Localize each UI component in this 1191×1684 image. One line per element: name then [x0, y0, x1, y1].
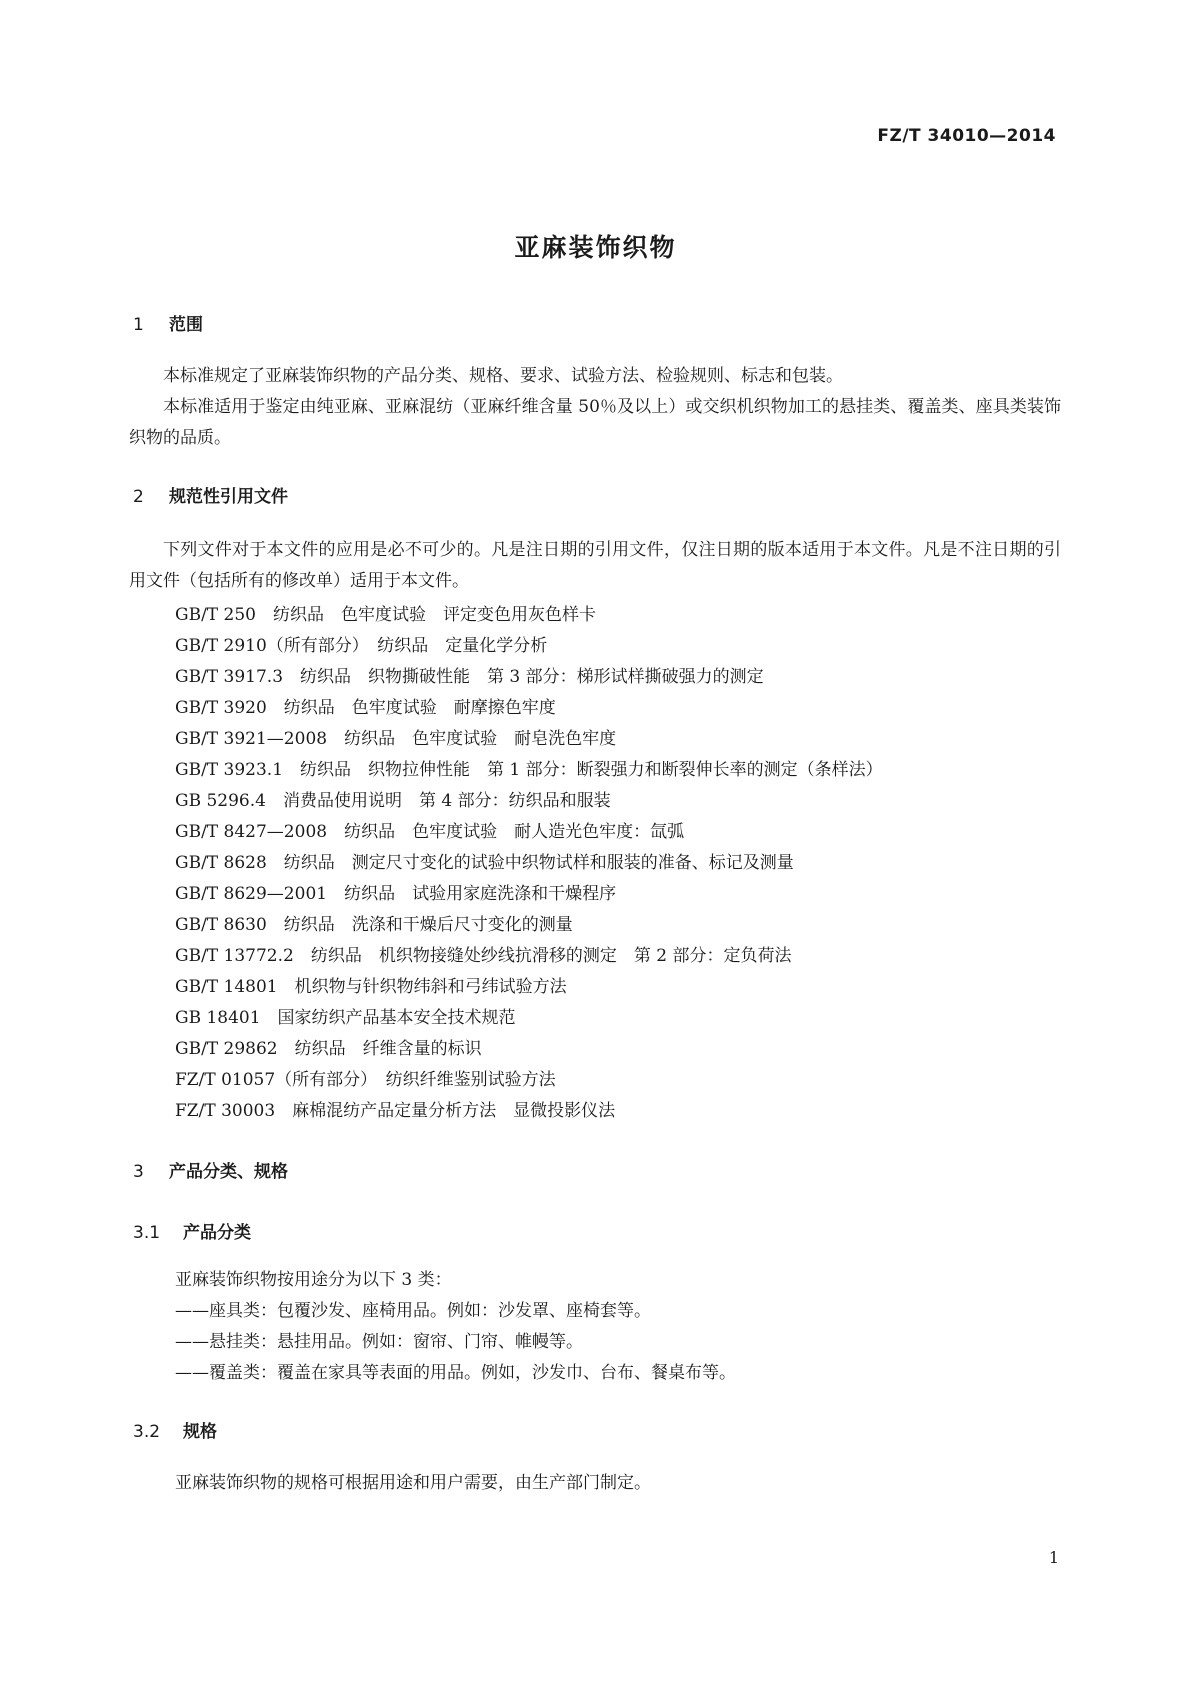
section-title: 产品分类、规格 — [169, 1162, 288, 1182]
section-title: 规范性引用文件 — [169, 487, 288, 507]
classification-item: ——覆盖类：覆盖在家具等表面的用品。例如，沙发巾、台布、餐桌布等。 — [175, 1363, 736, 1383]
classification-item: ——座具类：包覆沙发、座椅用品。例如：沙发罩、座椅套等。 — [175, 1301, 651, 1321]
section-2-heading — [133, 482, 288, 507]
section-1-paragraph: 本标准规定了亚麻装饰织物的产品分类、规格、要求、试验方法、检验规则、标志和包装。 — [163, 366, 843, 386]
reference-item: GB/T 8629—2001 纺织品 试验用家庭洗涤和干燥程序 — [175, 884, 617, 904]
classification-item: ——悬挂类：悬挂用品。例如：窗帘、门帘、帷幔等。 — [175, 1332, 583, 1352]
reference-item: GB 18401 国家纺织产品基本安全技术规范 — [175, 1008, 516, 1028]
reference-item: GB/T 250 纺织品 色牢度试验 评定变色用灰色样卡 — [175, 605, 596, 625]
document-title: 亚麻装饰织物 — [514, 233, 677, 262]
section-1-heading — [133, 310, 203, 335]
subsection-3-2-heading — [133, 1417, 217, 1442]
section-number: 2 — [133, 487, 144, 507]
reference-item: FZ/T 01057（所有部分） 纺织纤维鉴别试验方法 — [175, 1070, 556, 1090]
section-3-heading — [133, 1157, 288, 1182]
reference-item: GB/T 3920 纺织品 色牢度试验 耐摩擦色牢度 — [175, 698, 556, 718]
subsection-number: 3.2 — [133, 1422, 161, 1442]
specification-text: 亚麻装饰织物的规格可根据用途和用户需要，由生产部门制定。 — [175, 1473, 651, 1493]
subsection-title: 规格 — [183, 1422, 217, 1442]
section-1-paragraph: 本标准适用于鉴定由纯亚麻、亚麻混纺（亚麻纤维含量 50％及以上）或交织机织物加工的悬挂类、覆盖类、座具类装饰织物的品质。 — [129, 397, 1061, 448]
section-number: 1 — [133, 315, 144, 335]
reference-item: GB/T 14801 机织物与针织物纬斜和弓纬试验方法 — [175, 977, 567, 997]
reference-item: GB 5296.4 消费品使用说明 第 4 部分：纺织品和服装 — [175, 791, 611, 811]
reference-item: FZ/T 30003 麻棉混纺产品定量分析方法 显微投影仪法 — [175, 1101, 616, 1121]
page-number: 1 — [1048, 1548, 1059, 1567]
subsection-title: 产品分类 — [183, 1223, 251, 1243]
subsection-3-1-heading — [133, 1218, 251, 1243]
reference-item: GB/T 8427—2008 纺织品 色牢度试验 耐人造光色牢度：氙弧 — [175, 822, 685, 842]
reference-item: GB/T 3923.1 纺织品 织物拉伸性能 第 1 部分：断裂强力和断裂伸长率的测定（条样法） — [175, 760, 883, 780]
reference-item: GB/T 8630 纺织品 洗涤和干燥后尺寸变化的测量 — [175, 915, 573, 935]
standard-code: FZ/T 34010—2014 — [877, 126, 1056, 146]
classification-intro: 亚麻装饰织物按用途分为以下 3 类： — [175, 1270, 452, 1290]
section-2-intro: 下列文件对于本文件的应用是必不可少的。凡是注日期的引用文件，仅注日期的版本适用于本文件。凡是不注日期的引用文件（包括所有的修改单）适用于本文件。 — [129, 540, 1061, 591]
section-number: 3 — [133, 1162, 144, 1182]
reference-item: GB/T 3921—2008 纺织品 色牢度试验 耐皂洗色牢度 — [175, 729, 617, 749]
reference-item: GB/T 8628 纺织品 测定尺寸变化的试验中织物试样和服装的准备、标记及测量 — [175, 853, 794, 873]
section-title: 范围 — [169, 315, 203, 335]
reference-item: GB/T 3917.3 纺织品 织物撕破性能 第 3 部分：梯形试样撕破强力的测定 — [175, 667, 764, 687]
reference-item: GB/T 29862 纺织品 纤维含量的标识 — [175, 1039, 482, 1059]
reference-item: GB/T 13772.2 纺织品 机织物接缝处纱线抗滑移的测定 第 2 部分：定负荷法 — [175, 946, 792, 966]
subsection-number: 3.1 — [133, 1223, 161, 1243]
reference-item: GB/T 2910（所有部分） 纺织品 定量化学分析 — [175, 636, 548, 656]
